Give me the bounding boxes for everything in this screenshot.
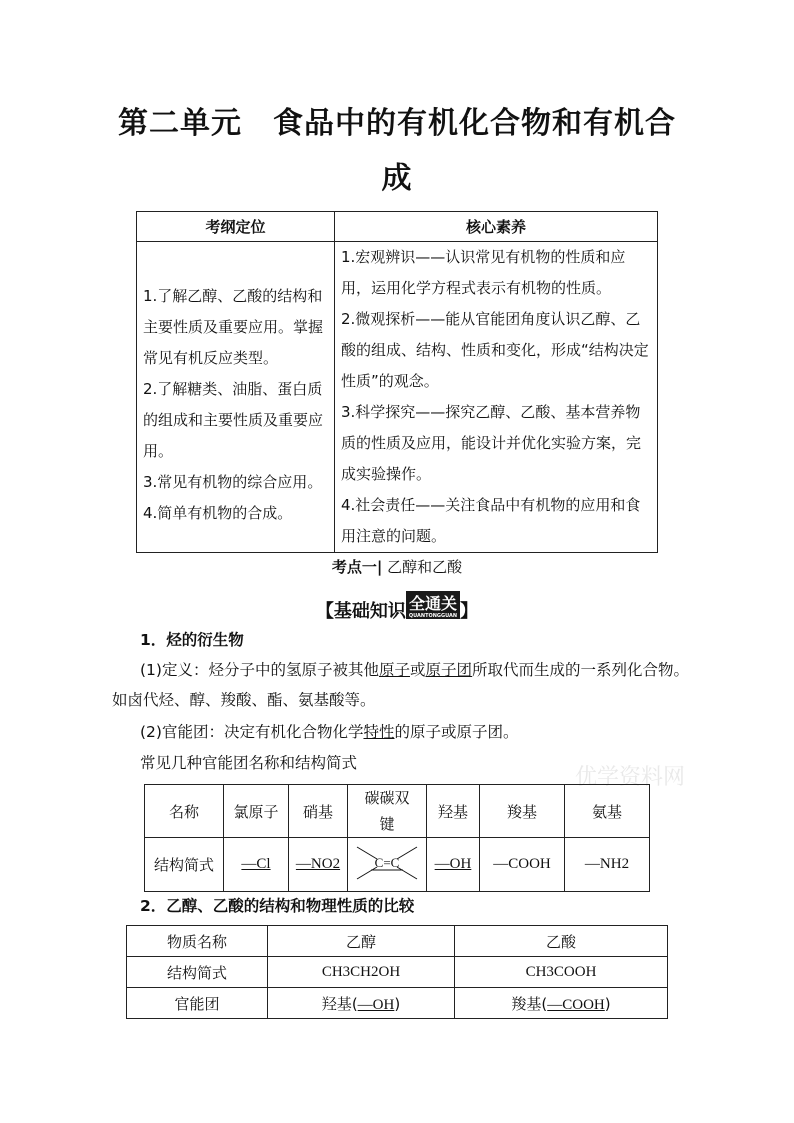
fg-formula-cell [348,838,427,892]
section2-heading: 2．乙醇、乙酸的结构和物理性质的比较 [140,897,415,915]
double-bond-label: C=C [374,854,400,870]
outline-right-item: 2.微观探析——能从官能团角度认识乙醇、乙酸的组成、结构、性质和变化，形成“结构决定性质”的观念。 [341,310,649,390]
outline-left-item: 1.了解乙醇、乙酸的结构和主要性质及重要应用。掌握常见有机反应类型。 [143,287,324,367]
compare-cell: CH3CH2OH [268,957,455,988]
underline-property: 特性 [363,723,395,741]
outline-header-left: 考纲定位 [137,212,335,242]
fg-formula-cell: —NH2 [565,838,650,892]
fg-formula-cell: —COOH [480,838,565,892]
fg-name-cell: 羧基 [480,785,565,838]
outline-header-right: 核心素养 [335,212,658,242]
outline-right-item: 4.社会责任——关注食品中有机物的应用和食用注意的问题。 [341,496,641,545]
underline-group: 原子团 [425,661,473,679]
watermark: 优学资料网 [575,765,686,790]
banner-left: 【基础知识 [315,601,406,622]
section1-heading: 1．烃的衍生物 [140,631,244,649]
fg-name-cell: 氨基 [565,785,650,838]
fg-formula-cell: —OH [427,838,480,892]
section-banner [0,591,794,623]
page-title-line1: 第二单元 食品中的有机化合物和有机合 [118,106,676,141]
fg-name-cell: 羟基 [427,785,480,838]
topic-name: 乙醇和乙酸 [387,558,463,576]
underline-atom: 原子 [378,661,410,679]
outline-left-cell [137,242,335,553]
functional-group-table [144,784,650,892]
outline-right-cell [335,242,658,553]
topic-line [0,556,794,577]
compare-cell: CH3COOH [455,957,668,988]
outline-left-item: 2.了解糖类、油脂、蛋白质的组成和主要性质及重要应用。 [143,380,324,460]
banner-box: 全通关 QUANTONGGUAN [406,591,460,619]
compare-header: 物质名称 [127,926,268,957]
functional-group-line: (2)官能团：决定有机化合物化学特性的原子或原子团。 [140,723,519,741]
definition-line1: (1)定义：烃分子中的氢原子被其他原子或原子团所取代而生成的一系列化合物。 [140,661,690,679]
compare-row-label: 结构简式 [127,957,268,988]
fg-name-cell: 氯原子 [224,785,289,838]
compare-header: 乙醇 [268,926,455,957]
banner-sub: QUANTONGGUAN [408,613,458,619]
banner-right: 】 [460,601,479,622]
fg-formula-cell: —NO2 [289,838,348,892]
fg-name-cell: 碳碳双键 [348,785,427,838]
outline-table [136,211,658,553]
outline-right-item: 3.科学探究——探究乙醇、乙酸、基本营养物质的性质及应用，能设计并优化实验方案，完成实验操作。 [341,403,642,483]
page-title-line2: 成 [381,161,413,196]
definition-line2: 如卤代烃、醇、羧酸、酯、氨基酸等。 [112,691,376,709]
outline-right-item: 1.宏观辨识——认识常见有机物的性质和应用，运用化学方程式表示有机物的性质。 [341,248,626,297]
compare-cell: 羟基(—OH) [268,988,455,1019]
compare-cell: 羧基(—COOH) [455,988,668,1019]
outline-left-item: 4.简单有机物的合成。 [143,504,293,522]
fg-name-cell: 硝基 [289,785,348,838]
compare-row-label: 官能团 [127,988,268,1019]
fg-name-label: 名称 [145,785,224,838]
fg-formula-label: 结构简式 [145,838,224,892]
compare-header: 乙酸 [455,926,668,957]
topic-prefix: 考点一| [331,558,383,576]
outline-left-item: 3.常见有机物的综合应用。 [143,473,323,491]
compare-table [126,925,668,1019]
fg-formula-cell: —Cl [224,838,289,892]
common-groups-caption: 常见几种官能团名称和结构简式 [140,754,358,772]
double-bond-diagram [353,843,421,883]
